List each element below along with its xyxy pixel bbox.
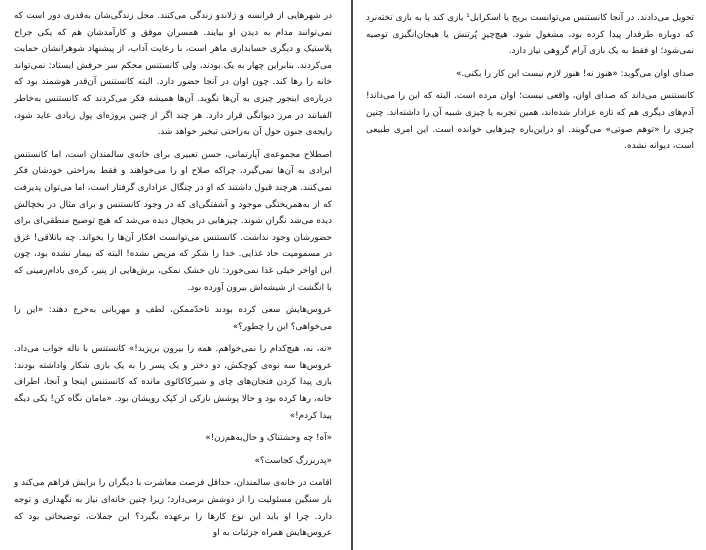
paragraph: اقامت در خانه‌ی سالمندان، حداقل فرصت معاشرت با دیگران را برایش فراهم می‌کند و بار سنگین مسئولیت را از دوشش برمی‌دارد؛ زیرا چنین خانه‌ای نیاز به نگهداری و توجه دارد. چرا او باید این نوع کارها را برعهده بگیرد؟ این جملات، توضیحاتی بود که عروس‌هایش همراه جزئیات به او: [14, 478, 332, 539]
paragraph: کانستنس می‌داند که صدای اوان، واقعی نیست؛ اوان مرده است. البته که این را می‌داند! آدم‌های دیگری هم که تازه عزادار شده‌اند، همین تجربه یا چیزی شبیه آن را داشته‌اند. چنین چیزی را «توهم صوتی» می‌گویند. او دراین‌باره چیزهایی خوانده است. این امری طبیعی است، دیوانه نشده.: [366, 91, 694, 152]
paragraph: اصطلاح مجموعه‌ی آپارتمانی، حسن تعبیری برای خانه‌ی سالمندان است، اما کانستنس ایرادی به آن‌ها نمی‌گیرد، چراکه صلاح او را می‌خواهند و فقط به‌راحتی خودشان فکر نمی‌کنند. هرچند قبول داشتند که او در چنگال عزاداری گرفتار است، اما می‌توان پذیرفت که از به‌همریختگی موجود و آشفتگی‌ای که در وجود کانستنس و برای مثال در بخچالش دیده می‌شد نگران شوند. چیزهایی در یخچال دیده می‌شد که هیچ توضیح منطقی‌ای برای حضورشان وجود نداشت. کانستنس می‌توانست افکار آن‌ها را بخواند. چه باتلاقی! غرق در مسمومیت حاد غذایی. خدا را شکر که مریض نشده! البته که بیمار نشده بود، چون این اواخر خیلی غذا نمی‌خورد: نان خشک نمکی، برش‌هایی از پنیر، کره‌ی بادام‌زمینی که با انگشت از شیشه‌اش بیرون آورده بود.: [14, 149, 332, 293]
left-page: [0, 0, 352, 550]
paragraph: «نه، نه، هیچ‌کدام را نمی‌خواهم. همه را بیرون بریزید!» کانستنس با ناله جواب می‌داد. عروس‌ها سه نوه‌ی کوچکش، دو دختر و یک پسر را به یک بازی شکار واداشته بودند: بازی پیدا کردن فنجان‌های چای و شیرکاکائوی مانده که کانستنس اینجا و آنجا، اطراف خانه، رها کرده بود و حالا پوشش نازکی از کپک رویشان بود. «مامان نگاه کن! یکی دیگه پیدا کردم!»: [14, 344, 332, 421]
paragraph: «آه! چه وحشتناک و حال‌به‌هم‌زن!»: [205, 433, 332, 444]
paragraph: عروس‌هایش سعی کرده بودند تا‌حدّممکن، لطف و مهربانی به‌خرج دهند: «این را می‌خواهی؟ این را چطور؟»: [14, 305, 332, 332]
paragraph: در شهرهایی از فرانسه و ژلاندو زندگی می‌کنند. محل زندگی‌شان به‌قدری دور است که نمی‌توانند مدام به دیدن او بیایند. همسران موفق و کارآمدشان هم که یکی جراح پلاستیک و دیگری حسابداری ماهر است، با رعایت آداب، از پیشنهاد شوهرانشان حمایت می‌کردند. بنابراین چهار به یک بودند، ولی کانستنس محکم سر حرفش ایستاد: نمی‌تواند خانه را رها کند. چون اوان در آنجا حضور دارد. البته کانستنس آن‌قدر هوشمند بود که درباره‌ی اینجور چیزی به آن‌ها نگوید. آن‌ها همیشه فکر می‌کردند که کانستنس به‌خاطر الفبانند در مرز دیوانگی قرار دارد. هر چند اگر از چنین پروژه‌ای پول زیادی عاید شود، رایحه‌ی جنون حول آن به‌راحتی تبخیر خواهد شد.: [14, 11, 332, 138]
right-page: [352, 0, 706, 550]
paragraph: «پدربزرگ کجاست؟»: [254, 455, 332, 466]
paragraph: صدای اوان می‌گوید: «هنوز نه! هنوز لازم نیست این کار را بکنی.»: [456, 68, 694, 79]
paragraph: تحویل می‌دادند. در آنجا کانستنس می‌توانست بریج یا اسکرابل¹ بازی کند یا به بازی تخته‌نرد که دوباره طرفدار پیدا کرده بود، مشغول شود. هیچ‌چیزِ پُرتنش یا هیجان‌انگیزی توصیه نمی‌شود؛ او فقط به یک بازی آرام گروهی نیاز دارد.: [366, 13, 695, 57]
